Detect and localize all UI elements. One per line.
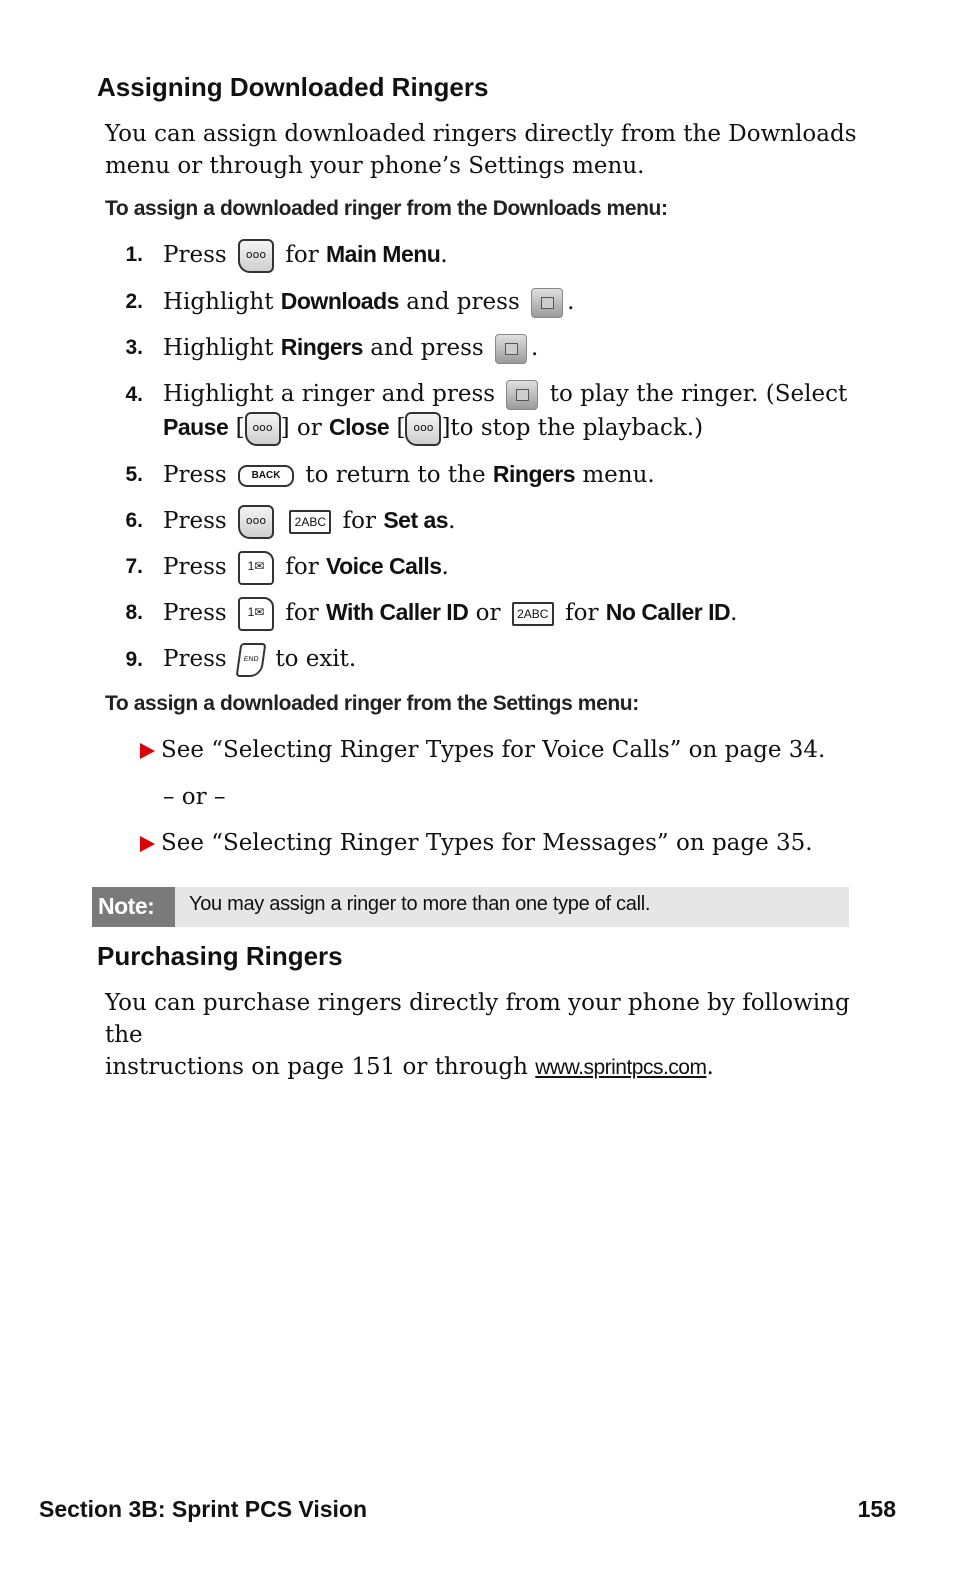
step-text: Press	[163, 242, 227, 268]
bullet-text: See “Selecting Ringer Types for Voice Calls” on page 34.	[161, 737, 826, 763]
step-text: and press	[406, 289, 520, 315]
menu-key-icon: ooo	[245, 412, 281, 446]
step-bold: Close	[329, 414, 390, 440]
menu-key-icon: ooo	[405, 412, 441, 446]
step-number: 6.	[125, 509, 143, 532]
back-key-icon: BACK	[238, 465, 294, 487]
one-key-icon: 1✉	[238, 597, 274, 631]
step-text: to return to the	[305, 462, 486, 488]
one-key-icon: 1✉	[238, 551, 274, 585]
intro-paragraph	[105, 118, 875, 182]
step-text: Highlight	[163, 289, 274, 315]
step-number: 4.	[125, 383, 143, 406]
step-bold: Ringers	[492, 461, 576, 487]
note-label: Note:	[92, 887, 175, 927]
step-text: .	[567, 289, 575, 315]
purchase-line	[105, 1051, 875, 1084]
bullet-text: See “Selecting Ringer Types for Messages” on page 35.	[161, 830, 813, 856]
section-heading-purchasing: Purchasing Ringers	[97, 941, 343, 971]
step-text: for	[285, 554, 319, 580]
step-number: 8.	[125, 601, 143, 624]
step-text: and press	[370, 335, 484, 361]
two-key-icon: 2ABC	[289, 510, 331, 534]
ok-key-icon	[495, 334, 527, 364]
step-text: to play the ringer. (Select	[549, 381, 848, 407]
or-separator: – or –	[163, 784, 226, 810]
step-bold: Set as	[383, 507, 449, 533]
red-arrow-icon	[140, 836, 155, 852]
step-number: 9.	[125, 648, 143, 671]
step-bold: Ringers	[280, 334, 363, 360]
purchase-paragraph	[105, 987, 875, 1084]
step-text: Highlight	[163, 335, 274, 361]
footer-section: Section 3B: Sprint PCS Vision	[39, 1496, 368, 1522]
bullet-item	[140, 737, 825, 763]
step-text: or	[475, 600, 501, 626]
step-number: 5.	[125, 463, 143, 486]
step-text: for	[565, 600, 599, 626]
step-text: Highlight a ringer and press	[163, 381, 496, 407]
step-text: menu.	[582, 462, 655, 488]
subheading-downloads: To assign a downloaded ringer from the Downloads menu:	[105, 197, 668, 220]
step-bold: Pause	[163, 414, 229, 440]
purchase-text: .	[706, 1054, 714, 1080]
step-text: Press	[163, 462, 227, 488]
two-key-icon: 2ABC	[512, 602, 554, 626]
step-text: ]to stop the playback.)	[441, 415, 704, 441]
menu-key-icon: ooo	[238, 239, 274, 273]
step-text: for	[285, 600, 319, 626]
menu-key-icon: ooo	[238, 505, 274, 539]
page-number: 158	[857, 1496, 896, 1522]
ok-key-icon	[531, 288, 563, 318]
step-text: to exit.	[275, 646, 357, 672]
step-bold: Main Menu	[326, 241, 441, 267]
ok-key-icon	[506, 380, 538, 410]
step-number: 3.	[125, 336, 143, 359]
step-text: for	[285, 242, 319, 268]
intro-line: You can assign downloaded ringers directly from the Downloads	[105, 121, 857, 147]
bullet-item	[140, 830, 813, 856]
step-text: .	[730, 600, 738, 626]
purchase-line: You can purchase ringers directly from your phone by following the	[105, 990, 850, 1048]
intro-line: menu or through your phone’s Settings menu.	[105, 153, 645, 179]
step-text: .	[448, 508, 456, 534]
step-text: .	[440, 242, 448, 268]
sprintpcs-link[interactable]: www.sprintpcs.com	[535, 1056, 707, 1079]
step-text: Press	[163, 600, 227, 626]
subheading-settings: To assign a downloaded ringer from the Settings menu:	[105, 692, 639, 715]
step-text: ] or	[280, 415, 322, 441]
step-bold: Voice Calls	[326, 553, 442, 579]
note-box	[92, 887, 849, 927]
end-key-icon: END	[236, 643, 267, 677]
step-bold: With Caller ID	[326, 599, 469, 625]
step-text: .	[441, 554, 449, 580]
step-text: .	[531, 335, 539, 361]
purchase-text: instructions on page 151 or through	[105, 1054, 528, 1080]
section-heading: Assigning Downloaded Ringers	[97, 72, 489, 102]
red-arrow-icon	[140, 743, 155, 759]
step-number: 1.	[125, 243, 143, 266]
step-text: Press	[163, 554, 227, 580]
step-bold: No Caller ID	[605, 599, 731, 625]
step-text: for	[342, 508, 376, 534]
step-text: Press	[163, 646, 227, 672]
step-text: Press	[163, 508, 227, 534]
step-bold: Downloads	[280, 288, 399, 314]
step-number: 7.	[125, 555, 143, 578]
step-number: 2.	[125, 290, 143, 313]
note-text: You may assign a ringer to more than one type of call.	[189, 893, 651, 915]
